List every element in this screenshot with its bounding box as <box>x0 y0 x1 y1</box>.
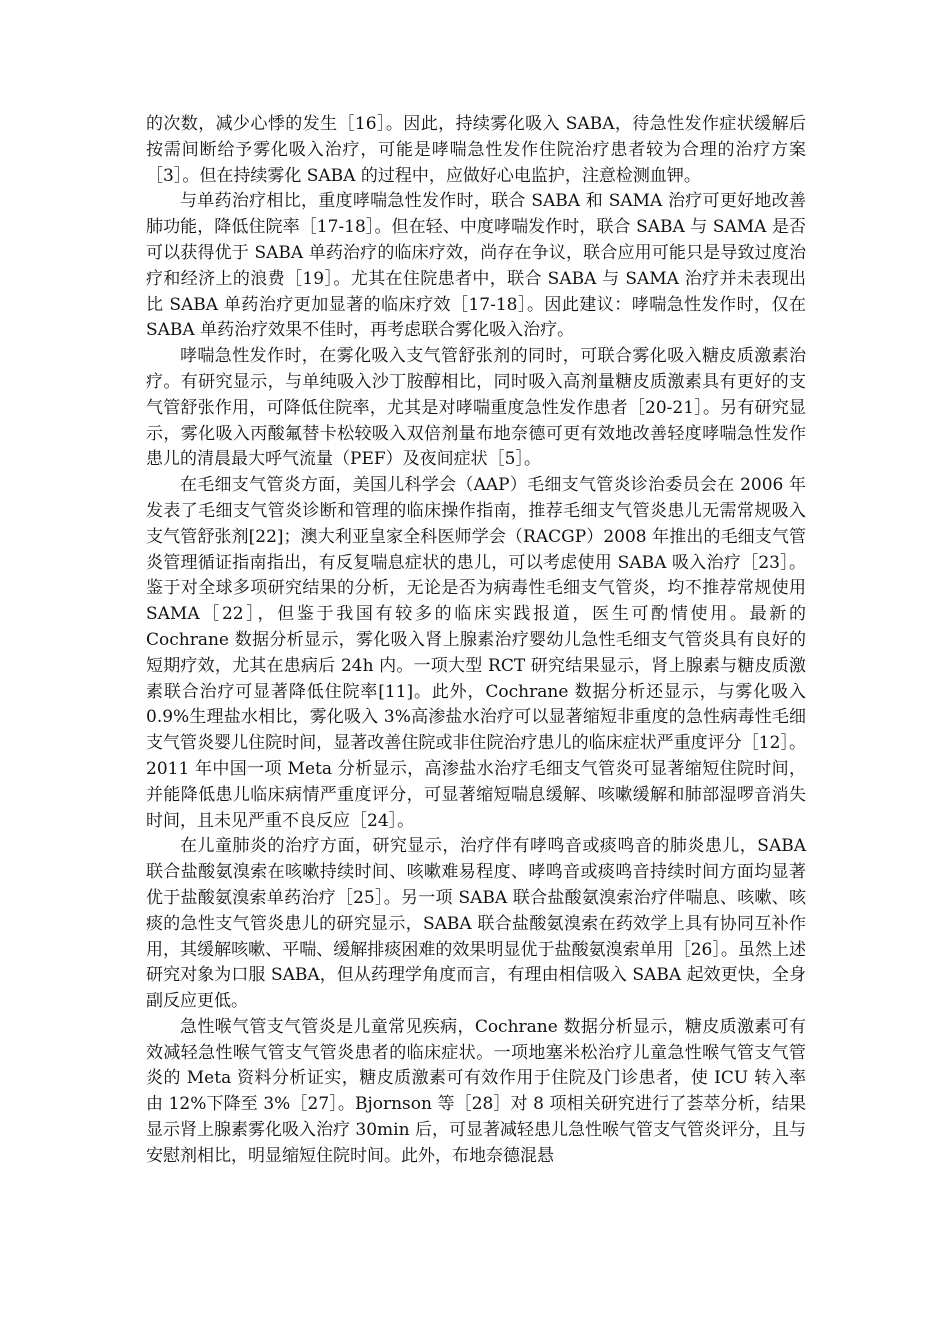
paragraph-4: 在毛细支气管炎方面，美国儿科学会（AAP）毛细支气管炎诊治委员会在 2006 年发表了毛细支气管炎诊断和管理的临床操作指南，推荐毛细支气管炎患儿无需常规吸入支气管舒张剂[22]；澳大利亚皇家全科医师学会（RACGP）2008 年推出的毛细支气管炎管理循证指南指出，有反复喘息症状的患儿，可以考虑使用 SABA 吸入治疗［23］。鉴于对全球多项研究结果的分析，无论是否为病毒性毛细支气管炎，均不推荐常规使用 SAMA［22］，但鉴于我国有较多的临床实践报道，医生可酌情使用。最新的 Cochrane 数据分析显示，雾化吸入肾上腺素治疗婴幼儿急性毛细支气管炎具有良好的短期疗效，尤其在患病后 24h 内。一项大型 RCT 研究结果显示，肾上腺素与糖皮质激素联合治疗可显著降低住院率[11]。此外，Cochrane 数据分析还显示，与雾化吸入 0.9%生理盐水相比，雾化吸入 3%高渗盐水治疗可以显著缩短非重度的急性病毒性毛细支气管炎婴儿住院时间，显著改善住院或非住院治疗患儿的临床症状严重度评分［12］。2011 年中国一项 Meta 分析显示，高渗盐水治疗毛细支气管炎可显著缩短住院时间，并能降低患儿临床病情严重度评分，可显著缩短喘息缓解、咳嗽缓解和肺部湿啰音消失时间，且未见严重不良反应［24］。 <box>146 475 806 831</box>
paragraph-2: 与单药治疗相比，重度哮喘急性发作时，联合 SABA 和 SAMA 治疗可更好地改善肺功能，降低住院率［17-18］。但在轻、中度哮喘发作时，联合 SABA 与 SAMA 是否可以获得优于 SABA 单药治疗的临床疗效，尚存在争议，联合应用可能只是导致过度治疗和经济上的浪费［19］。尤其在住院患者中，联合 SABA 与 SAMA 治疗并未表现出比 SABA 单药治疗更加显著的临床疗效［17-18］。因此建议：哮喘急性发作时，仅在 SABA 单药治疗效果不佳时，再考虑联合雾化吸入治疗。 <box>146 191 806 341</box>
paragraph-1: 的次数，减少心悸的发生［16］。因此，持续雾化吸入 SABA，待急性发作症状缓解后按需间断给予雾化吸入治疗，可能是哮喘急性发作住院治疗患者较为合理的治疗方案［3］。但在持续雾化 SABA 的过程中，应做好心电监护，注意检测血钾。 <box>146 114 806 186</box>
paragraph-3: 哮喘急性发作时，在雾化吸入支气管舒张剂的同时，可联合雾化吸入糖皮质激素治疗。有研究显示，与单纯吸入沙丁胺醇相比，同时吸入高剂量糖皮质激素具有更好的支气管舒张作用，可降低住院率，尤其是对哮喘重度急性发作患者［20-21］。另有研究显示，雾化吸入丙酸氟替卡松较吸入双倍剂量布地奈德可更有效地改善轻度哮喘急性发作患儿的清晨最大呼气流量（PEF）及夜间症状［5］。 <box>146 346 806 470</box>
document-body <box>146 112 806 1170</box>
paragraph-6: 急性喉气管支气管炎是儿童常见疾病，Cochrane 数据分析显示，糖皮质激素可有效减轻急性喉气管支气管炎患者的临床症状。一项地塞米松治疗儿童急性喉气管支气管炎的 Meta 资料分析证实，糖皮质激素可有效作用于住院及门诊患者，使 ICU 转入率由 12%下降至 3%［27］。Bjornson 等［28］对 8 项相关研究进行了荟萃分析，结果显示肾上腺素雾化吸入治疗 30min 后，可显著减轻患儿急性喉气管支气管炎评分，且与安慰剂相比，明显缩短住院时间。此外，布地奈德混悬 <box>146 1016 806 1166</box>
paragraph-5: 在儿童肺炎的治疗方面，研究显示，治疗伴有哮鸣音或痰鸣音的肺炎患儿，SABA 联合盐酸氨溴索在咳嗽持续时间、咳嗽难易程度、哮鸣音或痰鸣音持续时间方面均显著优于盐酸氨溴索单药治疗［25］。另一项 SABA 联合盐酸氨溴索治疗伴喘息、咳嗽、咳痰的急性支气管炎患儿的研究显示，SABA 联合盐酸氨溴索在药效学上具有协同互补作用，其缓解咳嗽、平喘、缓解排痰困难的效果明显优于盐酸氨溴索单用［26］。虽然上述研究对象为口服 SABA，但从药理学角度而言，有理由相信吸入 SABA 起效更快，全身副反应更低。 <box>146 836 806 1012</box>
